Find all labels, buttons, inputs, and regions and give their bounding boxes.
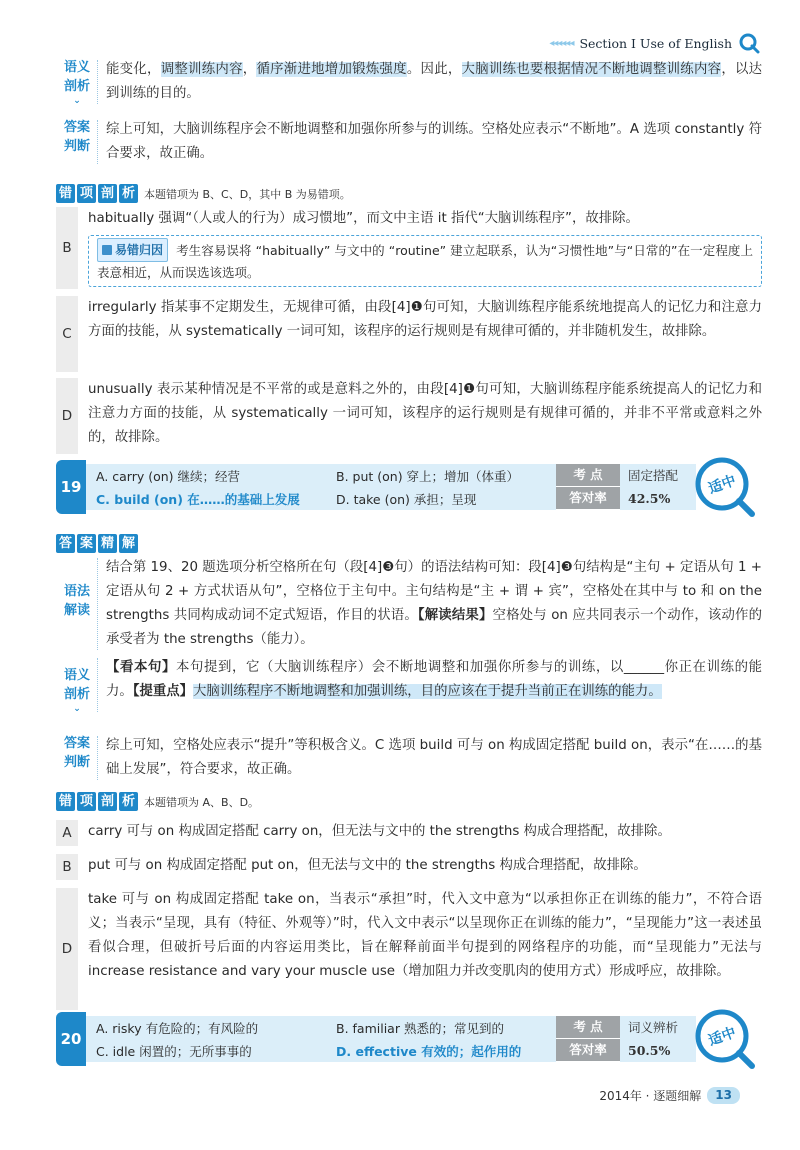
rate-value: 50.5% [628, 1043, 671, 1058]
option-letter: D [56, 888, 78, 1010]
q18-option-c [56, 296, 762, 372]
running-head-title: Section I Use of English [579, 35, 732, 51]
arrows-icon: ◂◂◂◂◂◂ [549, 37, 574, 49]
running-head [549, 32, 760, 54]
q19-wrong-header [56, 792, 259, 811]
q18-answer-block [56, 118, 762, 166]
difficulty-label: 适中 [706, 1024, 739, 1050]
q19-wrong-b [56, 854, 762, 880]
option-c: C. idle 闲置的；无所事事的 [96, 1043, 252, 1059]
q19-semantic-text: 【看本句】本句提到，它（大脑训练程序）会不断地调整和加强你所参与的训练，以______你正在训练的能力。【提重点】大脑训练程序不断地调整和加强训练，目的应该在于提升当前正在训练的能力。 [106, 660, 763, 699]
hdr-char: 剖 [98, 184, 117, 203]
wrong-header-note: 本题错项为 B、C、D，其中 B 为易错项。 [144, 187, 351, 201]
kaodian-value: 固定搭配 [628, 468, 679, 483]
option-b: B. put (on) 穿上；增加（体重） [336, 468, 520, 484]
option-letter: B [56, 207, 78, 289]
difficulty-seal-icon [692, 454, 758, 520]
grammar-tag: 语法 解读 [56, 556, 98, 652]
option-text: put 可与 on 构成固定搭配 put on，但无法与文中的 the strengths 构成合理搭配，故排除。 [88, 858, 647, 873]
q19-bar [56, 460, 762, 514]
question-options [86, 1016, 556, 1062]
rate-label: 答对率 [556, 487, 620, 510]
option-letter: D [56, 378, 78, 454]
q19-answer-block [56, 734, 762, 782]
q19-wrong-d [56, 888, 762, 1010]
q19-wrong-a [56, 820, 762, 846]
rate-value: 42.5% [628, 491, 671, 506]
q19-grammar-text: 结合第 19、20 题选项分析空格所在句（段[4]❸句）的语法结构可知：段[4]❸句结构是“主句 + 定语从句 1 + 定语从句 2 + 方式状语从句”，空格位于主句中。主句结构是“主 + 谓 + 宾”，空格处在其中与 to 和 on the strengths 共同构成动词不定式短语，作目的状语。【解读结果】空格处与 on 应共同表示一个动作，该动作的承受者为 the strengths（能力）。 [106, 560, 762, 647]
q19-answer-text: 综上可知，空格处应表示“提升”等积极含义。C 选项 build 可与 on 构成固定搭配 build on，表示“在……的基础上发展”，符合要求，故正确。 [106, 738, 762, 777]
difficulty-seal-icon [692, 1006, 758, 1072]
q18-semantic-text: 能变化，调整训练内容，循序渐进地增加锻炼强度。因此，大脑训练也要根据情况不断地调整训练内容，以达到训练的目的。 [106, 62, 763, 101]
error-note: 易错归因 考生容易误将 “habitually” 与文中的 “routine” 建立起联系，认为“习惯性地”与“日常的”在一定程度上表意相近，从而误选该选项。 [88, 235, 762, 287]
semantic-tag: 语义 剖析 ⌄ [56, 58, 98, 106]
kaodian-label: 考 点 [556, 1016, 620, 1039]
hdr-char: 项 [77, 792, 96, 811]
hdr-char: 精 [98, 534, 117, 553]
option-b: B. familiar 熟悉的；常见到的 [336, 1020, 504, 1036]
page-number: 13 [707, 1087, 740, 1104]
option-d: D. take (on) 承担；呈现 [336, 491, 477, 507]
q18-wrong-header [56, 184, 351, 203]
q18-option-d [56, 378, 762, 454]
wrong-header-note: 本题错项为 A、B、D。 [144, 795, 260, 809]
option-text: habitually 强调“（人或人的行为）成习惯地”，而文中主语 it 指代“大脑训练程序”，故排除。 [88, 211, 639, 226]
option-c-selected: C. build (on) 在……的基础上发展 [96, 491, 300, 507]
option-letter: C [56, 296, 78, 372]
question-meta [556, 464, 696, 510]
hdr-char: 析 [119, 792, 138, 811]
option-text: irregularly 指某事不定期发生，无规律可循，由段[4]❶句可知，大脑训练程序能系统地提高人的记忆力和注意力方面的技能，从 systematically 一词可知，该程序的运行规则是有规律可循的，并非随机发生，故排除。 [88, 300, 762, 339]
kaodian-label: 考 点 [556, 464, 620, 487]
question-options [86, 464, 556, 510]
hdr-char: 错 [56, 792, 75, 811]
hdr-char: 剖 [98, 792, 117, 811]
difficulty-label: 适中 [706, 472, 739, 498]
q18-option-b [56, 207, 762, 289]
answer-tag: 答案 判断 [56, 734, 98, 782]
q18-semantic-block [56, 58, 762, 106]
magnifier-q-icon [738, 32, 760, 54]
option-text: unusually 表示某种情况是不平常的或是意料之外的，由段[4]❶句可知，大脑训练程序能系统提高人的记忆力和注意力方面的技能，从 systematically 一词可知，该程序的运行规则是有规律可循的，并非不平常或意料之外的，故排除。 [88, 382, 762, 445]
hdr-char: 项 [77, 184, 96, 203]
hdr-char: 案 [77, 534, 96, 553]
question-number: 19 [56, 460, 86, 514]
footer-text: 2014年 · 逐题细解 [599, 1089, 702, 1103]
kaodian-value: 词义辨析 [628, 1020, 679, 1035]
q20-bar [56, 1012, 762, 1066]
hdr-char: 析 [119, 184, 138, 203]
pen-icon [102, 245, 112, 255]
error-badge: 易错归因 [97, 238, 168, 262]
semantic-tag: 语义 剖析 ⌄ [56, 656, 98, 714]
q19-semantic-block [56, 656, 762, 714]
hdr-char: 错 [56, 184, 75, 203]
hdr-char: 解 [119, 534, 138, 553]
q19-analysis-header [56, 534, 138, 553]
q19-grammar-block [56, 556, 762, 652]
option-d-selected: D. effective 有效的；起作用的 [336, 1043, 522, 1059]
question-number: 20 [56, 1012, 86, 1066]
option-letter: A [56, 820, 78, 846]
option-text: take 可与 on 构成固定搭配 take on，当表示“承担”时，代入文中意为“以承担你正在训练的能力”，不符合语义；当表示“呈现，具有（特征、外观等）”时，代入文中表示“以呈现你正在训练的能力”，“呈现能力”这一表述虽看似合理，但破折号后面的内容运用类比，旨在解释前面半句提到的网络程序的功能，而“呈现能力”无法与 increase resistance and vary your muscle use（增加阻力并改变肌肉的使用方式）形成呼应，故排除。 [88, 892, 762, 979]
rate-label: 答对率 [556, 1039, 620, 1062]
answer-tag: 答案 判断 [56, 118, 98, 166]
question-meta [556, 1016, 696, 1062]
option-letter: B [56, 854, 78, 880]
option-text: carry 可与 on 构成固定搭配 carry on，但无法与文中的 the strengths 构成合理搭配，故排除。 [88, 824, 671, 839]
q18-answer-text: 综上可知，大脑训练程序会不断地调整和加强你所参与的训练。空格处应表示“不断地”。A 选项 constantly 符合要求，故正确。 [106, 122, 762, 161]
page-footer [599, 1087, 740, 1104]
option-a: A. risky 有危险的；有风险的 [96, 1020, 259, 1036]
option-a: A. carry (on) 继续；经营 [96, 468, 241, 484]
hdr-char: 答 [56, 534, 75, 553]
